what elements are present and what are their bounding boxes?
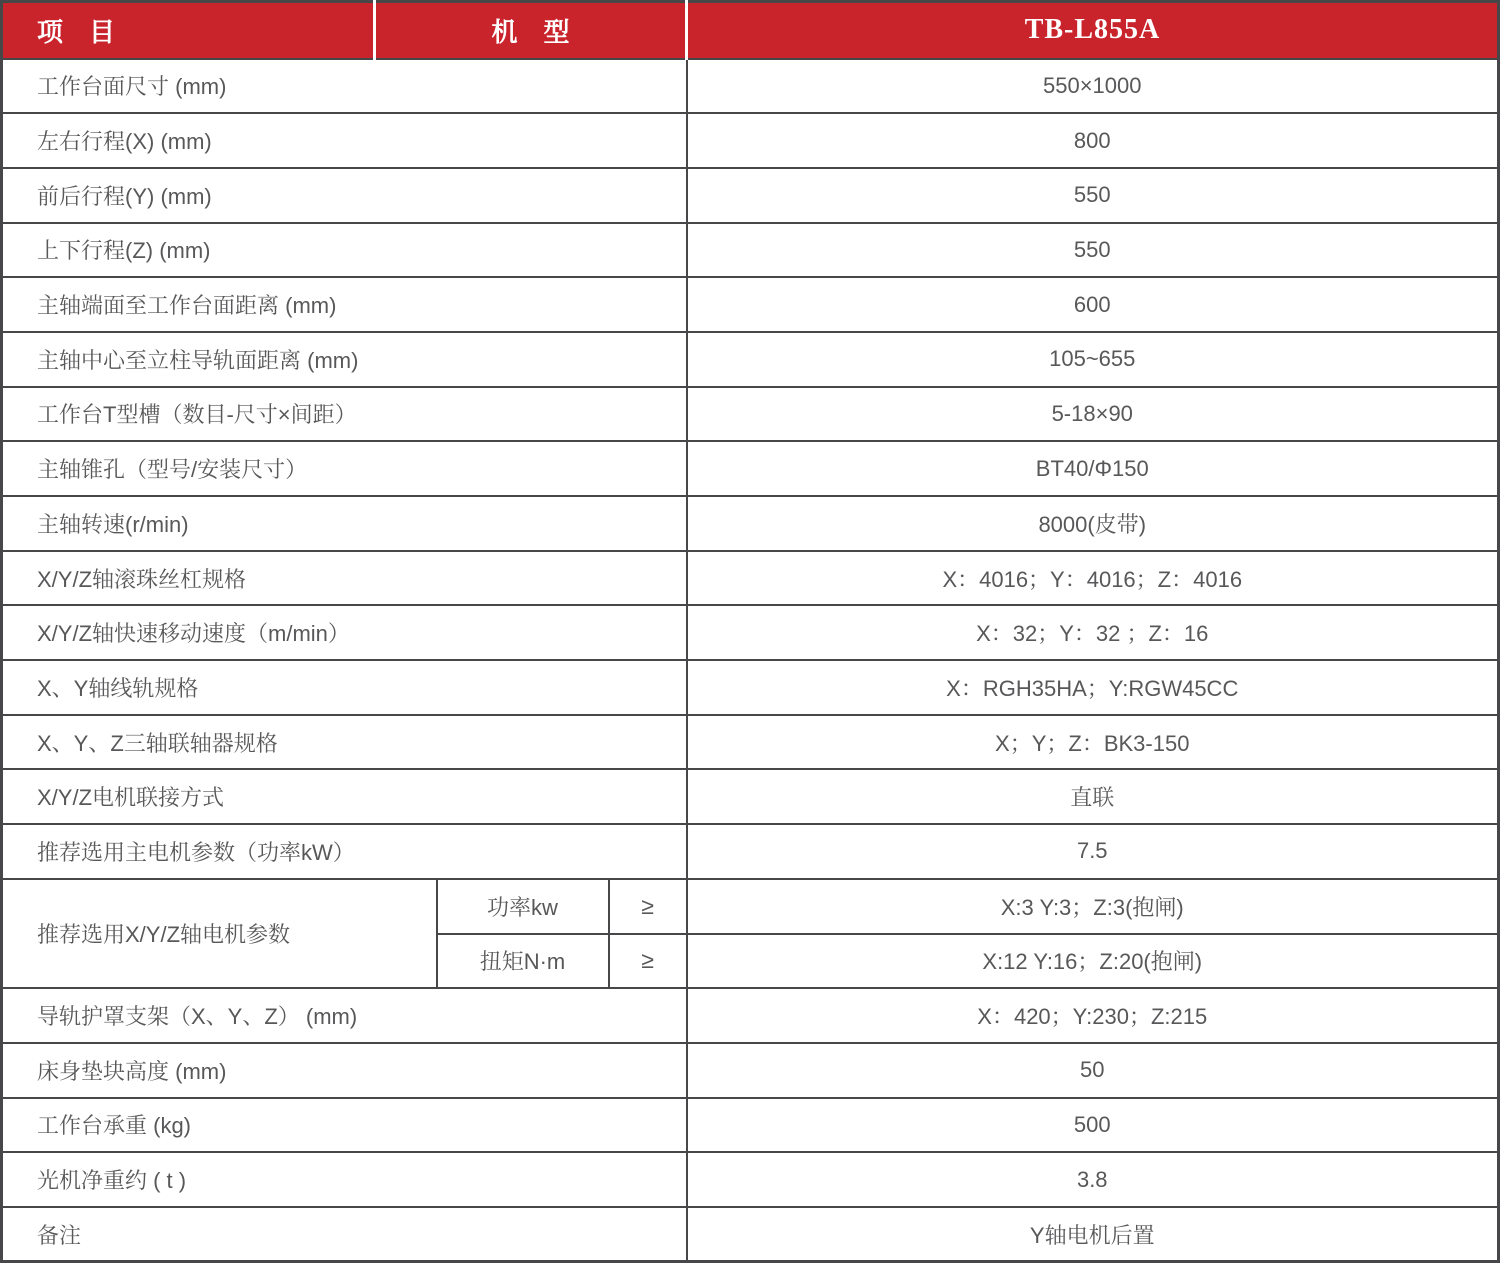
spec-label: 主轴中心至立柱导轨面距离 (mm) [2, 332, 687, 387]
spec-value: 550 [687, 223, 1499, 278]
spec-value: X:12 Y:16；Z:20(抱闸) [687, 934, 1499, 989]
spec-value: X:3 Y:3；Z:3(抱闸) [687, 879, 1499, 934]
spec-value: 50 [687, 1043, 1499, 1098]
table-row [2, 605, 1499, 660]
spec-label: 光机净重约 ( t ) [2, 1152, 687, 1207]
table-row [2, 1098, 1499, 1153]
spec-value: X：420；Y:230；Z:215 [687, 988, 1499, 1043]
spec-label: X、Y轴线轨规格 [2, 660, 687, 715]
motor-sub-param: 功率kw [437, 879, 609, 934]
motor-sub-param: 扭矩N·m [437, 934, 609, 989]
spec-label: 主轴转速(r/min) [2, 496, 687, 551]
spec-value: 8000(皮带) [687, 496, 1499, 551]
header-model-value: TB-L855A [687, 2, 1499, 59]
spec-value: 800 [687, 113, 1499, 168]
spec-label: 主轴端面至工作台面距离 (mm) [2, 277, 687, 332]
spec-label: 左右行程(X) (mm) [2, 113, 687, 168]
spec-label: X/Y/Z电机联接方式 [2, 769, 687, 824]
table-row [2, 223, 1499, 278]
spec-value: X：4016；Y：4016；Z：4016 [687, 551, 1499, 606]
spec-value: Y轴电机后置 [687, 1207, 1499, 1262]
spec-label: X、Y、Z三轴联轴器规格 [2, 715, 687, 770]
table-row-motor-power [2, 879, 1499, 934]
table-row [2, 332, 1499, 387]
table-row [2, 1043, 1499, 1098]
motor-sub-op: ≥ [609, 934, 687, 989]
spec-value: X；Y；Z：BK3-150 [687, 715, 1499, 770]
table-row [2, 277, 1499, 332]
spec-value: 500 [687, 1098, 1499, 1153]
table-row [2, 59, 1499, 114]
spec-label: 前后行程(Y) (mm) [2, 168, 687, 223]
spec-label: 主轴锥孔（型号/安装尺寸） [2, 441, 687, 496]
spec-label: 工作台承重 (kg) [2, 1098, 687, 1153]
table-row [2, 113, 1499, 168]
table-row [2, 660, 1499, 715]
table-row [2, 441, 1499, 496]
spec-label: 上下行程(Z) (mm) [2, 223, 687, 278]
header-model: 机 型 [375, 2, 687, 59]
spec-value: 105~655 [687, 332, 1499, 387]
spec-label: 工作台面尺寸 (mm) [2, 59, 687, 114]
table-row [2, 168, 1499, 223]
header-row [2, 2, 1499, 59]
spec-value: X：RGH35HA；Y:RGW45CC [687, 660, 1499, 715]
spec-label: X/Y/Z轴快速移动速度（m/min） [2, 605, 687, 660]
spec-value: 550×1000 [687, 59, 1499, 114]
spec-value: BT40/Φ150 [687, 441, 1499, 496]
spec-value: 550 [687, 168, 1499, 223]
spec-value: 3.8 [687, 1152, 1499, 1207]
spec-value: 600 [687, 277, 1499, 332]
motor-sub-op: ≥ [609, 879, 687, 934]
header-item: 项 目 [2, 2, 375, 59]
table-row [2, 496, 1499, 551]
spec-label: 工作台T型槽（数目-尺寸×间距） [2, 387, 687, 442]
spec-label: X/Y/Z轴滚珠丝杠规格 [2, 551, 687, 606]
spec-label: 推荐选用X/Y/Z轴电机参数 [2, 879, 437, 988]
spec-label: 床身垫块高度 (mm) [2, 1043, 687, 1098]
spec-label: 导轨护罩支架（X、Y、Z） (mm) [2, 988, 687, 1043]
table-row [2, 715, 1499, 770]
table-row [2, 1207, 1499, 1262]
spec-value: 5-18×90 [687, 387, 1499, 442]
spec-value: 直联 [687, 769, 1499, 824]
table-row [2, 387, 1499, 442]
table-row [2, 1152, 1499, 1207]
table-row [2, 551, 1499, 606]
table-row [2, 824, 1499, 879]
table-row [2, 988, 1499, 1043]
spec-label: 推荐选用主电机参数（功率kW） [2, 824, 687, 879]
table-row [2, 769, 1499, 824]
spec-label: 备注 [2, 1207, 687, 1262]
spec-value: 7.5 [687, 824, 1499, 879]
spec-value: X：32；Y：32 ；Z：16 [687, 605, 1499, 660]
